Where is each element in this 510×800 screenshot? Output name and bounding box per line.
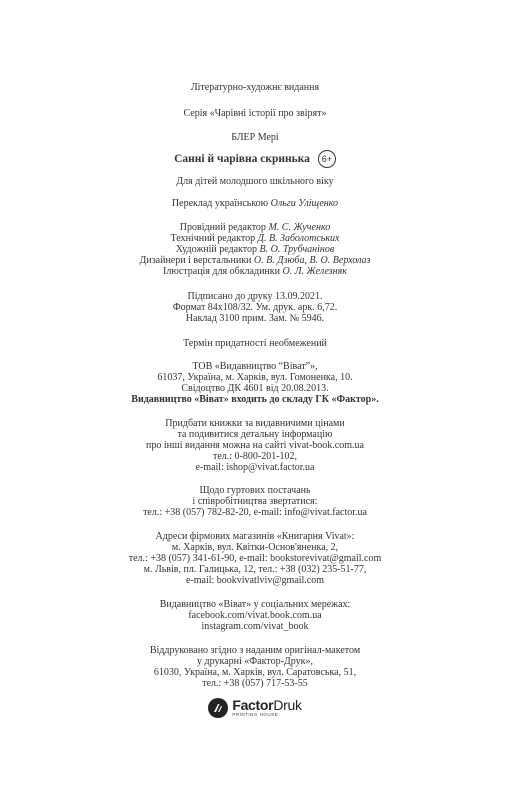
wholesale-line: і співробітництва звертатися: bbox=[192, 496, 318, 507]
genre-text: Літературно-художнє видання bbox=[190, 82, 320, 93]
audience-line bbox=[0, 176, 510, 187]
logo-subtitle: PRINTING HOUSE bbox=[232, 712, 279, 718]
buy-info-line: тел.: 0-800-201-102, bbox=[212, 451, 298, 462]
wholesale-line: тел.: +38 (057) 782-82-20, e-mail: info@vivat.factor.ua bbox=[143, 507, 367, 518]
shelf-life-line bbox=[0, 338, 510, 349]
shelf-life-text: Термін придатності необмежений bbox=[183, 338, 327, 349]
factor-druk-logo bbox=[0, 698, 510, 718]
printing-line: у друкарні «Фактор-Друк», bbox=[197, 656, 313, 667]
wholesale-block bbox=[0, 485, 510, 518]
genre-line bbox=[0, 82, 510, 93]
factor-druk-logo-icon bbox=[208, 698, 228, 718]
author-text: БЛЕР Мері bbox=[231, 132, 279, 143]
print-info-line: Підписано до друку 13.09.2021. bbox=[187, 291, 323, 302]
print-info-line: Формат 84х108/32. Ум. друк. арк. 6,72. bbox=[172, 302, 338, 313]
credit-line: Художній редактор В. О. Трубчанінов bbox=[175, 244, 335, 255]
printing-line: 61030, Україна, м. Харків, вул. Саратовська, 51, bbox=[153, 667, 357, 678]
logo-name-bold: Factor bbox=[232, 697, 274, 714]
buy-info-line: та подивитися детальну інформацію bbox=[177, 429, 333, 440]
credit-line: Провідний редактор М. С. Жученко bbox=[179, 222, 331, 233]
book-title: Санні й чарівна скринька bbox=[174, 152, 310, 165]
translator-name: Ольги Уліщенко bbox=[270, 198, 339, 209]
logo-name-rest: Druk bbox=[273, 697, 302, 714]
stores-block bbox=[0, 531, 510, 586]
publisher-line: 61037, Україна, м. Харків, вул. Гомоненка, 10. bbox=[157, 372, 353, 383]
stores-line: тел.: +38 (057) 341-61-90, e-mail: bookstorevivat@gmail.com bbox=[128, 553, 382, 564]
stores-line: м. Харків, вул. Квітки-Основ'яненка, 2, bbox=[171, 542, 339, 553]
publisher-block bbox=[0, 361, 510, 405]
buy-info-line: e-mail: ishop@vivat.factor.ua bbox=[195, 462, 315, 473]
stores-line: м. Львів, пл. Галицька, 12, тел.: +38 (032) 235-51-77, bbox=[143, 564, 367, 575]
translation-label: Переклад українською bbox=[171, 198, 271, 209]
social-line: instagram.com/vivat_book bbox=[201, 621, 309, 632]
stores-line: Адреси фірмових магазинів «Книгарня Vivat»: bbox=[155, 531, 355, 542]
publisher-line: Свідоцтво ДК 4601 від 20.08.2013. bbox=[181, 383, 329, 394]
buy-info-line: Придбати книжки за видавничими цінами bbox=[165, 418, 345, 429]
printing-block bbox=[0, 645, 510, 689]
credit-line: Дизайнери і верстальники О. В. Дзюба, В. О. Верхолаз bbox=[139, 255, 371, 266]
social-line: facebook.com/vivat.book.com.ua bbox=[188, 610, 322, 621]
series-text: Серія «Чарівні історії про звірят» bbox=[183, 108, 327, 119]
audience-text: Для дітей молодшого шкільного віку bbox=[176, 176, 334, 187]
author-line bbox=[0, 132, 510, 143]
social-line: Видавництво «Віват» у соціальних мережах: bbox=[159, 599, 351, 610]
translation-line bbox=[0, 198, 510, 209]
buy-info-block bbox=[0, 418, 510, 473]
title-row bbox=[0, 150, 510, 168]
credit-line: Технічний редактор Д. В. Заболотських bbox=[170, 233, 340, 244]
buy-info-line: про інші видання можна на сайті vivat-book.com.ua bbox=[146, 440, 364, 451]
social-block bbox=[0, 599, 510, 632]
printing-line: тел.: +38 (057) 717-53-55 bbox=[202, 678, 308, 689]
credit-line: Ілюстрація для обкладинки О. Л. Железняк bbox=[163, 266, 347, 277]
credits-block bbox=[0, 222, 510, 277]
series-line bbox=[0, 108, 510, 119]
print-info-block bbox=[0, 291, 510, 324]
printing-line: Віддруковано згідно з наданим оригінал-макетом bbox=[149, 645, 361, 656]
publisher-group-line: Видавництво «Віват» входить до складу ГК «Фактор». bbox=[131, 394, 379, 405]
stores-line: e-mail: bookvivatlviv@gmail.com bbox=[185, 575, 325, 586]
print-info-line: Наклад 3100 прим. Зам. № 5946. bbox=[185, 313, 325, 324]
age-rating-badge: 6+ bbox=[318, 150, 336, 168]
publisher-line: ТОВ «Видавництво “Віват”», bbox=[192, 361, 318, 372]
wholesale-line: Щодо гуртових постачань bbox=[199, 485, 311, 496]
